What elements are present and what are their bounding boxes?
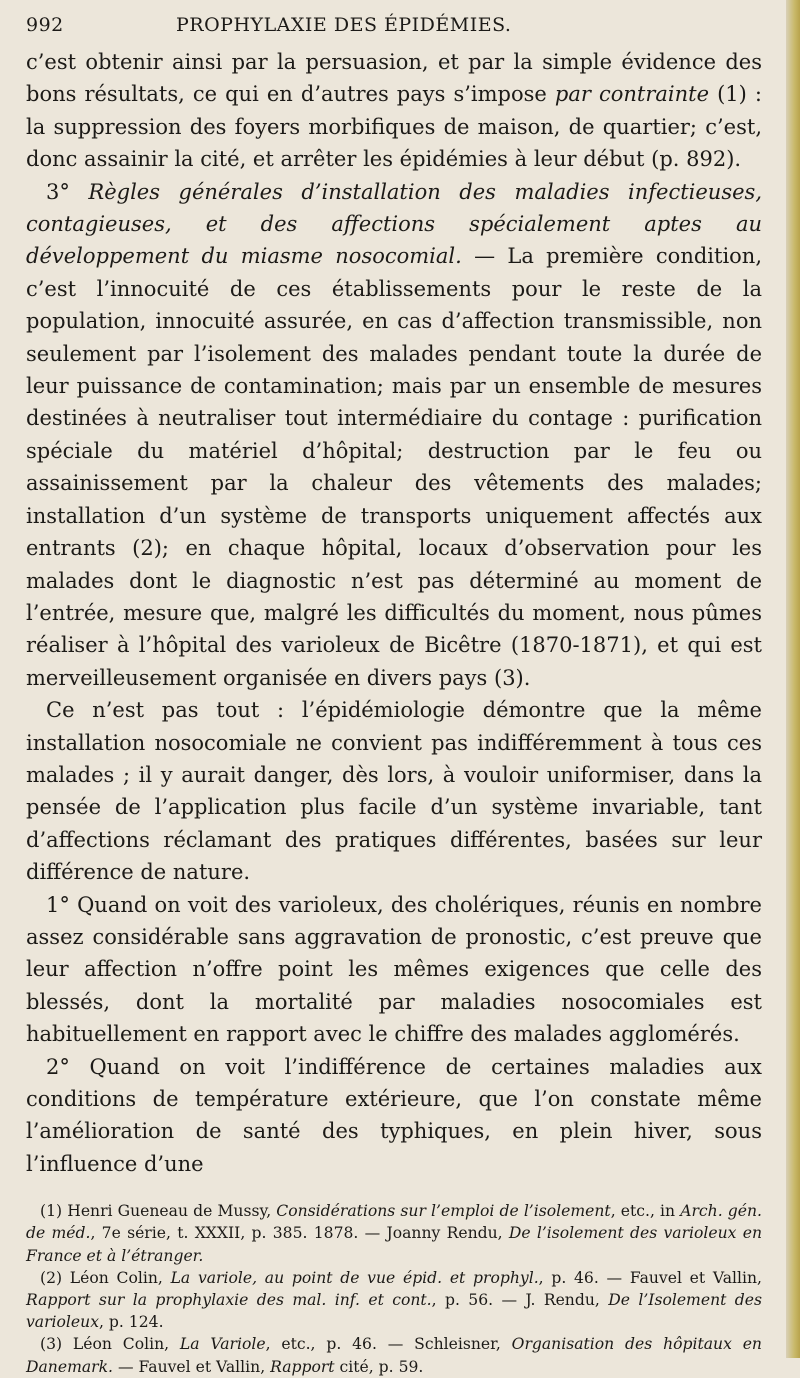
paragraph-5: 2° Quand on voit l’indifférence de certaines maladies aux conditions de température extérieure, que l’on constate même l’amélioration de santé des typhiques, en plein hiver, sous l’influence d’une <box>26 1054 762 1176</box>
footnotes <box>26 1200 762 1378</box>
page-edge <box>786 0 800 1358</box>
footnote-3: (3) Léon Colin, La Variole, etc., p. 46. — Schleisner, Organisation des hôpitaux en Danemark. — Fauvel et Vallin, Rapport cité, p. 59. <box>26 1335 762 1376</box>
paragraph-1: c’est obtenir ainsi par la persuasion, et par la simple évidence des bons résultats, ce qui en d’autres pays s’impose par contrainte (1) : la suppression des foyers morbifiques de maison, de quartier; c’est, donc assainir la cité, et arrêter les épidémies à leur début (p. 892). <box>26 50 762 172</box>
paragraph-2: 3° Règles générales d’installation des maladies infectieuses, contagieuses, et des affections spécialement aptes au développement du miasme nosocomial. — La première condition, c’est l’innocuité de ces établissements pour le reste de la population, innocuité assurée, en cas d’affection transmissible, non seulement par l’isolement des malades pendant toute la durée de leur puissance de contamination; mais par un ensemble de mesures destinées à neutraliser tout intermédiaire du contage : purification spéciale du matériel d’hôpital; destruction par le feu ou assainissement par la chaleur des vêtements des malades; installation d’un système de transports uniquement affectés aux entrants (2); en chaque hôpital, locaux d’observation pour les malades dont le diagnostic n’est pas déterminé au moment de l’entrée, mesure que, malgré les difficultés du moment, nous pûmes réaliser à l’hôpital des varioleux de Bicêtre (1870-1871), et qui est merveilleusement organisée en divers pays (3). <box>26 179 762 690</box>
footnote-1: (1) Henri Gueneau de Mussy, Considérations sur l’emploi de l’isolement, etc., in Arch. gén. de méd., 7e série, t. XXXII, p. 385. 1878. — Joanny Rendu, De l’isolement des varioleux en France et à l’étranger. <box>26 1202 762 1265</box>
paragraph-4: 1° Quand on voit des varioleux, des cholériques, réunis en nombre assez considérable sans aggravation de pronostic, c’est preuve que leur affection n’offre point les mêmes exigences que celle des blessés, dont la mortalité par maladies nosocomiales est habituellement en rapport avec le chiffre des malades agglomérés. <box>26 892 762 1047</box>
body-text <box>26 46 762 1180</box>
running-title: PROPHYLAXIE DES ÉPIDÉMIES. <box>176 14 512 36</box>
running-head <box>26 14 762 42</box>
footnote-2: (2) Léon Colin, La variole, au point de vue épid. et prophyl., p. 46. — Fauvel et Vallin, Rapport sur la prophylaxie des mal. inf. et cont., p. 56. — J. Rendu, De l’Isolement des varioleux, p. 124. <box>26 1268 762 1332</box>
page-number: 992 <box>26 14 64 36</box>
paragraph-3: Ce n’est pas tout : l’épidémiologie démontre que la même installation nosocomiale ne convient pas indifféremment à tous ces malades ; il y aurait danger, dès lors, à vouloir uniformiser, dans la pensée de l’application plus facile d’un système invariable, tant d’affections réclamant des pratiques différentes, basées sur leur différence de nature. <box>26 698 762 885</box>
section-heading: Règles générales d’installation des maladies infectieuses, contagieuses, et des affections spécialement aptes au développement du miasme nosocomial. <box>26 179 762 269</box>
